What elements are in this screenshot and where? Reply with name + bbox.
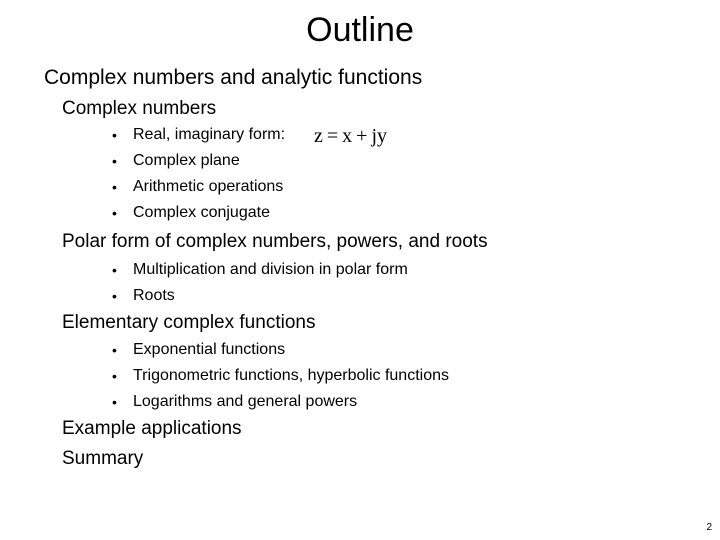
bullet-text: Real, imaginary form: bbox=[133, 126, 286, 143]
bullet-item bbox=[112, 174, 285, 200]
page-number: 2 bbox=[706, 522, 712, 533]
section-heading-elementary-functions: Elementary complex functions bbox=[62, 312, 316, 333]
formula-z: z bbox=[314, 125, 323, 147]
bullet-dot-icon: • bbox=[112, 394, 117, 410]
section-heading-complex-numbers: Complex numbers bbox=[62, 98, 217, 119]
bullet-item bbox=[112, 363, 449, 389]
formula-plus: + bbox=[356, 125, 368, 147]
bullet-text: Multiplication and division in polar form bbox=[133, 261, 408, 278]
formula-jy: jy bbox=[371, 125, 388, 147]
bullet-dot-icon: • bbox=[112, 342, 117, 358]
bullet-text: Logarithms and general powers bbox=[133, 393, 358, 410]
bullet-dot-icon: • bbox=[112, 368, 117, 384]
bullet-text: Trigonometric functions, hyperbolic functions bbox=[133, 367, 449, 384]
bullet-dot-icon: • bbox=[112, 179, 117, 195]
bullet-item bbox=[112, 200, 285, 226]
bullet-item bbox=[112, 148, 285, 174]
formula-x: x bbox=[342, 125, 353, 147]
bullet-item bbox=[112, 122, 285, 148]
section-heading-summary: Summary bbox=[62, 448, 144, 469]
bullet-dot-icon: • bbox=[112, 262, 117, 278]
section-heading-polar-form: Polar form of complex numbers, powers, and roots bbox=[62, 231, 488, 252]
bullet-text: Complex plane bbox=[133, 152, 240, 169]
bullet-dot-icon: • bbox=[112, 205, 117, 221]
bullet-item bbox=[112, 283, 408, 309]
bullet-item bbox=[112, 257, 408, 283]
slide-title: Outline bbox=[306, 11, 414, 49]
section-2-bullet-list bbox=[112, 257, 408, 309]
bullet-dot-icon: • bbox=[112, 288, 117, 304]
bullet-text: Roots bbox=[133, 287, 175, 304]
bullet-item bbox=[112, 389, 449, 415]
outline-level1-item: Complex numbers and analytic functions bbox=[44, 66, 423, 89]
bullet-text: Arithmetic operations bbox=[133, 178, 284, 195]
bullet-item bbox=[112, 337, 449, 363]
bullet-text: Complex conjugate bbox=[133, 204, 270, 221]
complex-number-formula bbox=[314, 122, 387, 150]
section-heading-example-applications: Example applications bbox=[62, 418, 242, 439]
bullet-dot-icon: • bbox=[112, 127, 117, 143]
formula-equals: = bbox=[326, 125, 339, 147]
section-3-bullet-list bbox=[112, 337, 449, 415]
bullet-text: Exponential functions bbox=[133, 341, 286, 358]
section-1-bullet-list bbox=[112, 122, 285, 226]
bullet-dot-icon: • bbox=[112, 153, 117, 169]
